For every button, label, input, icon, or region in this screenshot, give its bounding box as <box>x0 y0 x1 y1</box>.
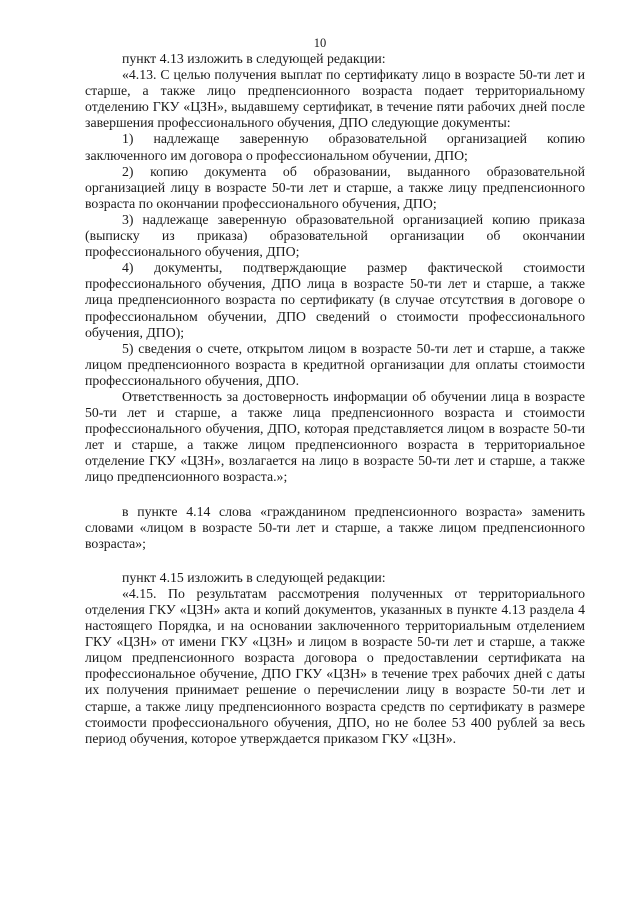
page-number: 10 <box>313 36 327 50</box>
paragraph-responsibility: Ответственность за достоверность информации об обучении лица в возрасте 50-ти лет и старше, а также лица предпенсионного возраста и стоимости профессионального обучения, ДПО, которая представляется лицом в возрасте 50-ти лет и старше, а также лицом предпенсионного возраста в территориальное отделение ГКУ «ЦЗН», возлагается на лицо в возрасте 50-ти лет и старше, а также лицо предпенсионного возраста.»; <box>85 388 585 485</box>
list-item-2: 2) копию документа об образовании, выданного образовательной организацией лицу в возрасте 50-ти лет и старше, а также лицу предпенсионного возраста по окончании профессионального обучения, ДПО; <box>85 163 585 211</box>
paragraph-4-15: «4.15. По результатам рассмотрения полученных от территориального отделения ГКУ «ЦЗН» акта и копий документов, указанных в пункте 4.13 раздела 4 настоящего Порядка, и на основании заключенного территориальным отделением ГКУ «ЦЗН» от имени ГКУ «ЦЗН» и лицом в возрасте 50-ти лет и старше, а также лицом предпенсионного возраста договора о предоставлении сертификата на профессиональное обучение, ДПО ГКУ «ЦЗН» в течение трех рабочих дней с даты их получения принимает решение о перечислении лицу в возрасте 50-ти лет и старше, а также лицу предпенсионного возраста средств по сертификату в размере стоимости профессионального обучения, ДПО, но не более 53 400 рублей за весь период обучения, которое утверждается приказом ГКУ «ЦЗН». <box>85 585 585 746</box>
instruction-4-15: пункт 4.15 изложить в следующей редакции: <box>122 569 386 585</box>
section-point-4-14 <box>85 504 585 552</box>
document-body <box>85 51 585 747</box>
section-point-4-15 <box>85 570 585 747</box>
list-item-1: 1) надлежаще заверенную образовательной организацией копию заключенного им договора о профессиональном обучении, ДПО; <box>85 131 585 163</box>
list-item-3: 3) надлежаще заверенную образовательной организацией копию приказа (выписку из приказа) образовательной организации об окончании профессионального обучения, ДПО; <box>85 211 585 260</box>
section-point-4-13 <box>85 51 585 486</box>
paragraph-4-13-intro: «4.13. С целью получения выплат по сертификату лицо в возрасте 50-ти лет и старше, а также лицо предпенсионного возраста подает территориальному отделению ГКУ «ЦЗН», выдавшему сертификат, в течение пяти рабочих дней после завершения профессионального обучения, ДПО следующие документы: <box>85 67 585 131</box>
list-item-5: 5) сведения о счете, открытом лицом в возрасте 50-ти лет и старше, а также лицом предпенсионного возраста в кредитной организации для оплаты стоимости профессионального обучения, ДПО. <box>85 340 585 388</box>
paragraph-4-14: в пункте 4.14 слова «гражданином предпенсионного возраста» заменить словами «лицом в возрасте 50-ти лет и старше, а также лицом предпенсионного возраста»; <box>85 503 585 551</box>
list-item-4: 4) документы, подтверждающие размер фактической стоимости профессионального обучения, ДПО лица в возрасте 50-ти лет и старше, а также лица предпенсионного возраста по сертификату (в случае отсутствия в договоре о профессиональном обучении, ДПО сведений о стоимости профессионального обучения, ДПО); <box>85 260 585 340</box>
section-gap <box>85 486 585 504</box>
section-gap <box>85 552 585 570</box>
instruction-4-13: пункт 4.13 изложить в следующей редакции: <box>122 51 386 66</box>
